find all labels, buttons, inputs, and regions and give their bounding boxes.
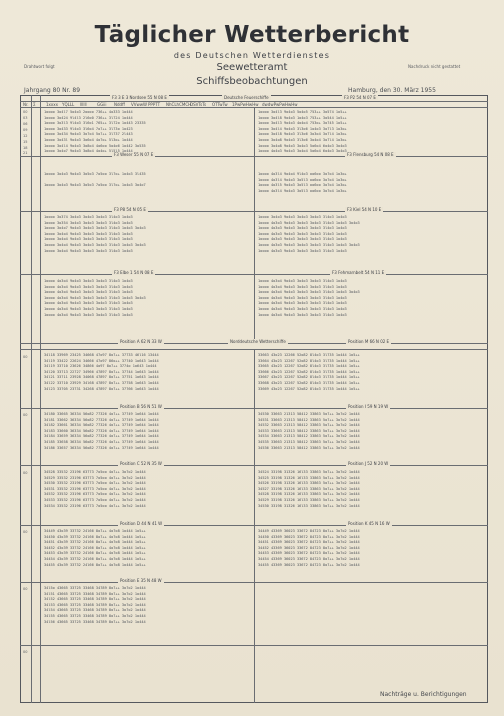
ship-block-i: 34530 33663 21313 58412 33863 5o7++ 3o7o2 1o444 34531 33663 21313 58412 33863 5o7++ 3o7o2 1o444 34532 33663 21313 58412 33863 5o7++ 3o7o2 1o444 34533 33663 21313 58412 33863 5o7++ 3o7o2 1o444 34534 33663 21313 58412 33863 5o7++ 3o7o2 1o444 34535 33663 21313 58412 33863 5o7++ 3o7o2 1o444 34536 33663 21313 58412 33863 5o7++ 3o7o2 1o444 [258, 412, 360, 450]
row-number: 00 [23, 650, 28, 654]
col-separator [31, 95, 32, 703]
ship-block-c: 34528 33532 23196 63773 7o5oo 4o7++ 3o7o2 1o444 34529 33532 23196 63773 7o5oo 4o7++ 3o7o2 1o444 34530 33532 23196 63773 7o5oo 4o7++ 3o7o2 1o444 34531 33532 23196 63773 7o5oo 4o7++ 3o7o2 1o444 34532 33532 23196 63773 7o5oo 4o7++ 3o7o2 1o444 34533 33532 23196 63773 7o5oo 4o7++ 3o7o2 1o444 34534 33532 23196 63773 7o5oo 4o7++ 3o7o2 1o444 [44, 470, 146, 508]
col-head: VVwwW [131, 102, 147, 107]
col-head: llllll [80, 102, 87, 107]
section-label: Position D 44 N 41 W [120, 521, 163, 526]
section-rule [20, 274, 488, 275]
right-label: Nachdruck nicht gestattet [408, 64, 461, 69]
year-number: Jahrgang 80 Nr. 89 [24, 87, 81, 94]
place-date: Hamburg, den 30. März 1955 [348, 87, 436, 94]
row-number: 00 [23, 530, 28, 534]
section-label: F3 Elbe 1 54 N 08 E [114, 270, 154, 275]
col-head: YQLLL [62, 102, 75, 107]
obs-block: 1oooо 4o3o4 9o4o3 3o4o3 3o4o3 3l4o3 1o4o3 1oooо 4o3o4 9o4o3 3o4o3 3o4o3 3l4o3 1o4o3 1oooо 4o3o4 9o4o3 3o4o3 3o4o3 3l4o3 1o4o3 1oooо 4o3o4 9o4o3 3o4o3 3o4o3 3l4o3 1o4o3 3o4o3 1oooо 4o3o4 9o4o3 3o4o3 3o4o3 3l4o3 1o4o3 1oooо 4o3o4 9o4o3 3o4o3 3o4o3 3l4o3 1o4o3 1oooо 4o3o4 9o4o3 3o4o3 3o4o3 3l4o3 1o4o3 [44, 279, 146, 317]
col-head-nr: Nr. [23, 102, 29, 107]
ship-block-k: 34449 43369 36023 33672 84723 8o7++ 3o7o2 1o444 34450 43369 36023 33672 84723 8o7++ 3o7o2 1o444 34451 43369 36023 33672 84723 8o7++ 3o7o2 1o444 34452 43369 36023 33672 84723 8o7++ 3o7o2 1o444 34453 43369 36023 33672 84723 8o7++ 3o7o2 1o444 34454 43369 36023 33672 84723 8o7++ 3o7o2 1o444 34455 43369 36023 33672 84723 8o7++ 3o7o2 1o444 [258, 529, 360, 567]
row-number: 21 [23, 151, 28, 155]
row-number: 03 [23, 116, 28, 120]
col-separator [40, 95, 41, 703]
col-separator [254, 107, 255, 343]
row-number: 00 [23, 413, 28, 417]
section-label: Position J 52 N 20 W [348, 461, 389, 466]
obs-block: 1oooо 3o374 3o4o3 3o4o3 3o4o3 3l4o3 1o4o3 1oooо 3o354 3o4o3 3o4o3 3o4o3 3l4o3 1o4o3 1oooо 3o4o7 9o4o3 3o4o3 3o4o3 3l4o3 1o4o3 3o4o3 1oooо 3o4o4 9o4o3 3o4o3 3o4o3 3l4o3 1o4o3 1oooо 3o4o4 9o4o3 3o4o3 3o4o3 3l4o3 1o4o3 1oooо 3o4o4 9o4o3 3o4o3 3o4o3 3l4o3 1o4o3 3o4o3 1oooо 3o4o4 9o4o3 3o4o3 3o4o3 3l4o3 1o4o3 [44, 215, 146, 253]
ship-block-m: 33663 43o23 12266 52o82 8l4o3 3l735 1o444 1o5++ 33664 43o23 12267 52o82 8l4o3 3l735 1o444 1o5++ 33665 43o23 12267 52o82 8l4o3 3l735 1o444 1o5++ 33666 43o23 12267 52o82 8l4o3 3l735 1o444 1o5++ 33667 43o23 12267 52o82 8l4o3 3l735 1o444 1o5++ 33668 43o23 12267 52o82 8l4o3 3l735 1o444 1o5++ 33669 43o23 12267 52o82 8l4o3 3l735 1o444 1o5++ [258, 353, 360, 391]
section-label: Deutsche Feuerschiffe [224, 95, 269, 100]
row-number: 00 [23, 355, 28, 359]
section-rule [20, 582, 488, 583]
col-head: Nddff [114, 102, 125, 107]
section-label: Position C 52 N 35 W [120, 461, 162, 466]
section-label: Position I 59 N 19 W [348, 404, 389, 409]
section-rule [20, 156, 488, 157]
section-label: F3 P2 54 N 07 E [344, 95, 376, 100]
col-head: 1xxxx [46, 102, 59, 107]
left-label: Drahtwort folgt [24, 64, 55, 69]
bulletin-agency: Seewetteramt [216, 62, 288, 73]
section-label: Position E 35 N 48 W [120, 578, 162, 583]
section-label: F3 Weser 55 N 07 E [114, 152, 154, 157]
section-label: F3 Kiel 54 N 10 E [347, 207, 382, 212]
row-number: 06 [23, 122, 28, 126]
section-label: Position M 66 N 02 E [348, 339, 390, 344]
bulletin-section: Schiffsbeobachtungen [196, 76, 308, 87]
col-head-sum: Σ [33, 102, 36, 107]
row-number: 00 [23, 471, 28, 475]
section-rule [20, 465, 488, 466]
section-label: F3 Flensburg 54 N 08 E [347, 152, 394, 157]
section-label: Norddeutsche Wetterschiffe [230, 339, 286, 344]
bulletin-subtitle: des Deutschen Wetterdienstes [173, 51, 331, 60]
row-number: 12 [23, 134, 28, 138]
section-rule [20, 408, 488, 409]
ship-block-d: 34449 43o39 33732 24l66 8o7++ 4o7o8 1o444 1o5++ 34450 43o39 33732 24l66 8o7++ 4o7o8 1o444 1o5++ 34451 43o39 33732 24l66 8o7++ 4o7o8 1o444 1o5++ 34452 43o39 33732 24l66 8o7++ 4o7o8 1o444 1o5++ 34453 43o39 33732 24l66 8o7++ 4o7o8 1o444 1o5++ 34454 43o39 33732 24l66 8o7++ 4o7o8 1o444 1o5++ 34455 43o39 33732 24l66 8o7++ 4o7o8 1o444 1o5++ [44, 529, 146, 567]
section-rule [20, 645, 488, 646]
obs-block: 1oooо 3o4l3 9o4o3 5o4o5 753++ 3o574 1o5++ 1oooо 3o4l8 9o4o3 1o4o3 753++ 3o544 1o5++ 1oooо 3o4l3 9o4o3 4o4o4 753o+ 3o745 1o5++ 1oooо 3o4l4 9o4o3 3l3o6 1o4o3 3o7l3 1o3o+ 1oooо 3o4l8 9o4o3 3l3o6 3o3o4 3o7l4 1o3o+ 1oooо 3o4o8 9o4o3 3l3o6 3o4o4 3o7l4 1o3o+ 1oooо 3o4o8 9o4o3 3o4o3 5o6o4 6o4o3 3o4o3 1oooо 4o4o3 9o4o3 3o4o4 5o6o4 6o4o3 3o4o3 [258, 110, 347, 154]
row-number: 18 [23, 146, 28, 150]
section-label: Position B 56 N 51 W [120, 404, 162, 409]
section-rule [20, 211, 488, 212]
row-number: 00 [23, 587, 28, 591]
obs-block: 1oooо 4o3o4 9o4o3 3o4o3 3o4o3 3l4o3 1o4o3 1oooо 4o3o4 9o4o3 3o4o3 3o4o3 3l4o3 1o4o3 1oooо 4o3o4 9o4o3 3o4o3 3o4o3 3l4o3 1o4o3 3o4o3 1oooо 4o3o4 9o4o3 3o4o3 3o4o3 3l4o3 1o4o3 1oooо 4o3o4 9o4o3 3o4o3 3o4o3 3l4o3 1o4o3 1oooо 4o3o4 9o4o3 3o4o3 3o4o3 3l4o3 1o4o3 1oooо 4o3o4 9o4o3 3o4o3 3o4o3 3l4o3 1o4o3 [258, 279, 360, 317]
col-head: 1PwPwHwHw [232, 102, 259, 107]
obs-block: 1oooо 3o4o3 9o4o3 3o5o3 7o5oo 3l7o+ 1o4o3 3l435 1oooо 3o4o3 9o4o3 3o5o3 7o5oo 3l7o+ 1o4o3 3o4o7 [44, 172, 146, 188]
row-number: 15 [23, 140, 28, 144]
ship-block-b: 34l80 33665 36334 56o82 77326 4o7++ 37749 1o644 1o444 34l81 33662 36334 56o82 77326 4o7++ 37749 1o644 1o444 34l82 33661 36334 56o82 77326 4o7++ 37749 1o644 1o444 34l83 33660 36334 56o82 77326 4o7++ 37749 1o644 1o444 34l84 33659 36334 56o82 77326 4o7++ 37749 1o644 1o444 34l85 33658 36334 56o82 77326 4o7++ 37749 1o644 1o444 34l86 33657 36334 56o82 77326 4o7++ 37749 1o644 1o444 [44, 412, 159, 450]
obs-block: 1oooо 3o4l7 5o4o3 2oooo 736++ 4o333 1o444 1oooо 3o424 9l4l3 2l6o0 736++ 3l724 1o444 1oooо 3o3l3 9l4o3 3l6o1 765++ 3l72o 1o443 23335 1oooо 3o433 9l4o3 3l6o4 7o7++ 3l73o 1o423 1oooо 3o434 9o4o3 3o7o4 5o7++ 3l737 2l443 1oooо 3o43l 9o4o3 3o6o4 4o7o+ 5l3o+ 1o444 1oooо 3o4l4 9o4o3 3o8o4 4o6oo 5o4o6 1o442 3o535 1oooо 3o4o7 9o4o3 3o8o4 4o4o+ 5l5l5 1o444 [44, 110, 146, 154]
col-head: dwdwPwPwHwHw [262, 102, 298, 107]
col-head: GGiii [97, 102, 107, 107]
obs-block: 1oooо 3o4o3 9o4o3 3o4o3 3o4o3 3l4o3 1o4o3 1oooо 4o3o3 9o4o3 3o4o3 3o4o3 3l4o3 1o4o3 3o4o3 1oooо 4o3o3 9o4o3 3o4o3 3o4o3 3l4o3 1o4o3 1oooо 4o3o3 9o4o3 3o4o3 3o4o3 3l4o3 1o4o3 1oooо 4o3o3 9o4o3 3o4o3 3o4o3 3l4o3 1o4o3 1oooо 4o3o3 9o4o3 3o4o3 3o4o3 3l4o3 1o4o3 3o4o3 1oooо 4o3o3 9o4o3 3o4o3 3o4o3 3l4o3 1o4o3 [258, 215, 360, 253]
section-label: F3 Fehmarnbelt 54 N 11 E [332, 270, 385, 275]
section-rule [20, 349, 488, 350]
col-head: OTTwTw [212, 102, 228, 107]
ship-block-j: 34524 33198 31326 16l33 33863 5o7++ 3o7o2 1o444 34525 33198 31326 16l33 33863 5o7++ 3o7o2 1o444 34526 33198 31326 16l33 33863 5o7++ 3o7o2 1o444 34527 33198 31326 16l33 33863 5o7++ 3o7o2 1o444 34528 33198 31326 16l33 33863 5o7++ 3o7o2 1o444 34529 33198 31326 16l33 33863 5o7++ 3o7o2 1o444 34530 33198 31326 16l33 33863 5o7++ 3o7o2 1o444 [258, 470, 360, 508]
ship-block-a: 34l18 33969 23425 34668 47o97 8o7++ 37733 46l16 13444 34l19 33422 22624 34666 47o97 86o++ 37740 1o643 1o444 34l19 33710 23626 34866 4o97 8o7++ 3774o 1o643 1o444 34l20 33713 22727 34966 47897 8o7++ 37744 1o643 1o444 34l21 33711 23928 34068 47897 8o7++ 37751 1o643 1o444 34l22 33710 23929 34l68 47897 8o7++ 37758 1o643 1o444 34l23 33705 23731 34268 47897 8o7++ 37766 1o643 1o444 [44, 353, 159, 391]
obs-block: 1oooо 4o3l4 9o4o4 9l4o3 oo6oo 3o7o4 1o3o+ 1oooо 4o3l4 9o4o3 3o5l3 oo6oo 3o7o4 1o3o+ 1oooо 4o3l5 9o4o3 3o5l3 oo6oo 3o7o4 1o3o+ 1oooо 4o3l4 9o4o3 3o5l3 oo6oo 3o7o4 1o3o+ [258, 172, 347, 193]
section-label: Position A 62 N 33 W [120, 339, 162, 344]
section-label: Nachträge u. Berichtigungen [380, 691, 467, 698]
section-label: Position K 45 N 16 W [348, 521, 390, 526]
col-head: NhCLhCMCH [166, 102, 192, 107]
col-head: PPPTT [148, 102, 161, 107]
ship-block-e: 34l5o 43665 33725 33468 34789 8o7++ 3o7o2 1o444 34l51 43665 33725 33468 34789 8o7++ 3o7o2 1o444 34l52 43665 33725 33468 34789 8o7++ 3o7o2 1o444 34l53 43665 33725 33468 34789 8o7++ 3o7o2 1o444 34l54 43665 33725 33468 34789 8o7++ 3o7o2 1o444 34l55 43665 33725 33468 34789 8o7++ 3o7o2 1o444 34l56 43665 33725 33468 34789 8o7++ 3o7o2 1o444 [44, 586, 146, 624]
col-separator [254, 349, 255, 703]
row-number: 00 [23, 110, 28, 114]
section-rule [20, 525, 488, 526]
col-head: DSVTsTs [190, 102, 207, 107]
row-number: 09 [23, 128, 28, 132]
bulletin-title: Täglicher Wetterbericht [94, 22, 410, 48]
section-label: F3 P8 54 N 05 E [114, 207, 146, 212]
section-label: F3 3 E 3 Nordsee 55 N 08 E [112, 95, 167, 100]
